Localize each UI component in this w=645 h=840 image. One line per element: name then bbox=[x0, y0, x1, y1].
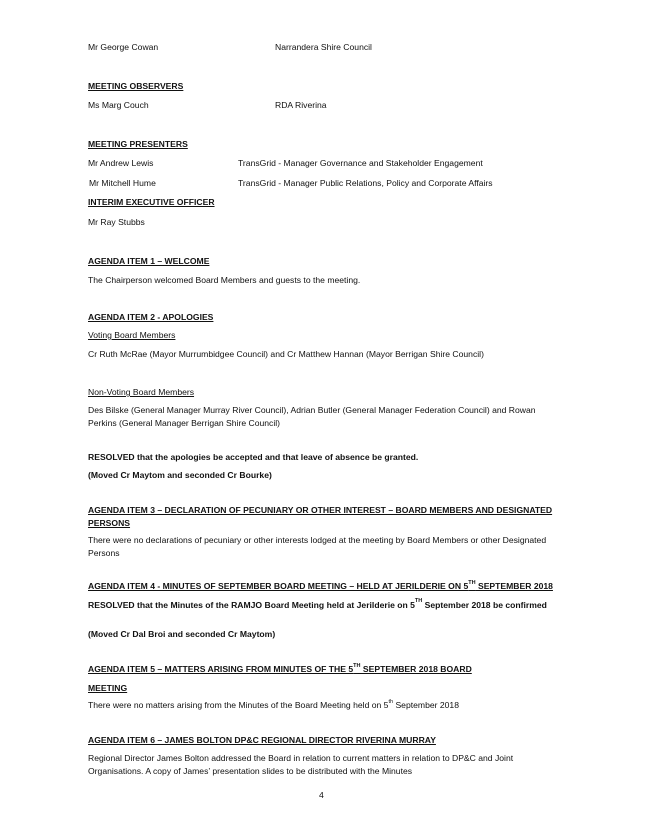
item3-heading: AGENDA ITEM 3 – DECLARATION OF PECUNIARY OR OTHER INTEREST – BOARD MEMBERS AND DESIGNATED PERSONS bbox=[88, 505, 553, 528]
item4-resolved-post: September 2018 be confirmed bbox=[422, 600, 547, 610]
nonvoting-members-heading: Non-Voting Board Members bbox=[88, 387, 195, 397]
item5-text bbox=[88, 700, 459, 710]
item1-heading: AGENDA ITEM 1 – WELCOME bbox=[88, 256, 210, 266]
item5-text-sup: th bbox=[388, 699, 394, 705]
item3-text: There were no declarations of pecuniary or other interests lodged at the meeting by Board Members or other Designated Persons bbox=[88, 535, 547, 558]
item4-heading-pre: AGENDA ITEM 4 - MINUTES OF SEPTEMBER BOARD MEETING – HELD AT JERILDERIE ON 5 bbox=[88, 581, 469, 591]
item4-resolved bbox=[88, 599, 558, 612]
interim-eo-name: Mr Ray Stubbs bbox=[88, 217, 145, 227]
observer-org-couch: RDA Riverina bbox=[275, 100, 327, 110]
item6-heading: AGENDA ITEM 6 – JAMES BOLTON DP&C REGIONAL DIRECTOR RIVERINA MURRAY bbox=[88, 735, 436, 745]
item4-heading-sup: TH bbox=[468, 580, 476, 586]
item4-moved: (Moved Cr Dal Broi and seconded Cr Maytom) bbox=[88, 629, 276, 639]
item5-text-post: September 2018 bbox=[393, 700, 459, 710]
item4-resolved-pre: RESOLVED that the Minutes of the RAMJO Board Meeting held at Jerilderie on 5 bbox=[88, 600, 415, 610]
item1-text: The Chairperson welcomed Board Members and guests to the meeting. bbox=[88, 275, 361, 285]
item5-heading-pre: AGENDA ITEM 5 – MATTERS ARISING FROM MINUTES OF THE 5 bbox=[88, 664, 354, 674]
presenter-name-hume: Mr Mitchell Hume bbox=[89, 178, 156, 188]
presenters-heading: MEETING PRESENTERS bbox=[88, 139, 188, 149]
nonvoting-members-text: Des Bilske (General Manager Murray River Council), Adrian Butler (General Manager Federation Council) and Rowan Perkins (General Manager Berrigan Shire Council) bbox=[88, 405, 536, 428]
observer-name-couch: Ms Marg Couch bbox=[88, 100, 149, 110]
presenter-role-lewis: TransGrid - Manager Governance and Stakeholder Engagement bbox=[238, 158, 483, 168]
item5-text-pre: There were no matters arising from the Minutes of the Board Meeting held on 5 bbox=[88, 700, 389, 710]
item5-heading bbox=[88, 664, 472, 674]
interim-eo-heading: INTERIM EXECUTIVE OFFICER bbox=[88, 197, 215, 207]
voting-members-heading: Voting Board Members bbox=[88, 330, 176, 340]
item2-resolved: RESOLVED that the apologies be accepted and that leave of absence be granted. bbox=[88, 452, 419, 462]
item4-heading bbox=[88, 581, 553, 591]
observers-heading: MEETING OBSERVERS bbox=[88, 81, 184, 91]
item6-text: Regional Director James Bolton addressed the Board in relation to current matters in relation to DP&C and Joint Organisations. A copy of James’ presentation slides to be distributed with the Minutes bbox=[88, 753, 514, 776]
attendee-name-cowan: Mr George Cowan bbox=[88, 42, 159, 52]
item5-heading-sup: TH bbox=[353, 663, 361, 669]
attendee-org-cowan: Narrandera Shire Council bbox=[275, 42, 372, 52]
item2-moved: (Moved Cr Maytom and seconded Cr Bourke) bbox=[88, 470, 272, 480]
presenter-name-lewis: Mr Andrew Lewis bbox=[88, 158, 154, 168]
item4-heading-post: SEPTEMBER 2018 bbox=[475, 581, 553, 591]
presenter-role-hume: TransGrid - Manager Public Relations, Policy and Corporate Affairs bbox=[238, 178, 493, 188]
page-number: 4 bbox=[319, 790, 324, 800]
item2-heading: AGENDA ITEM 2 - APOLOGIES bbox=[88, 312, 214, 322]
item5-heading-post: SEPTEMBER 2018 BOARD bbox=[360, 664, 472, 674]
item5-heading-line2: MEETING bbox=[88, 683, 128, 693]
item4-resolved-sup: TH bbox=[414, 598, 423, 604]
voting-members-text: Cr Ruth McRae (Mayor Murrumbidgee Council) and Cr Matthew Hannan (Mayor Berrigan Shire Council) bbox=[88, 349, 484, 359]
